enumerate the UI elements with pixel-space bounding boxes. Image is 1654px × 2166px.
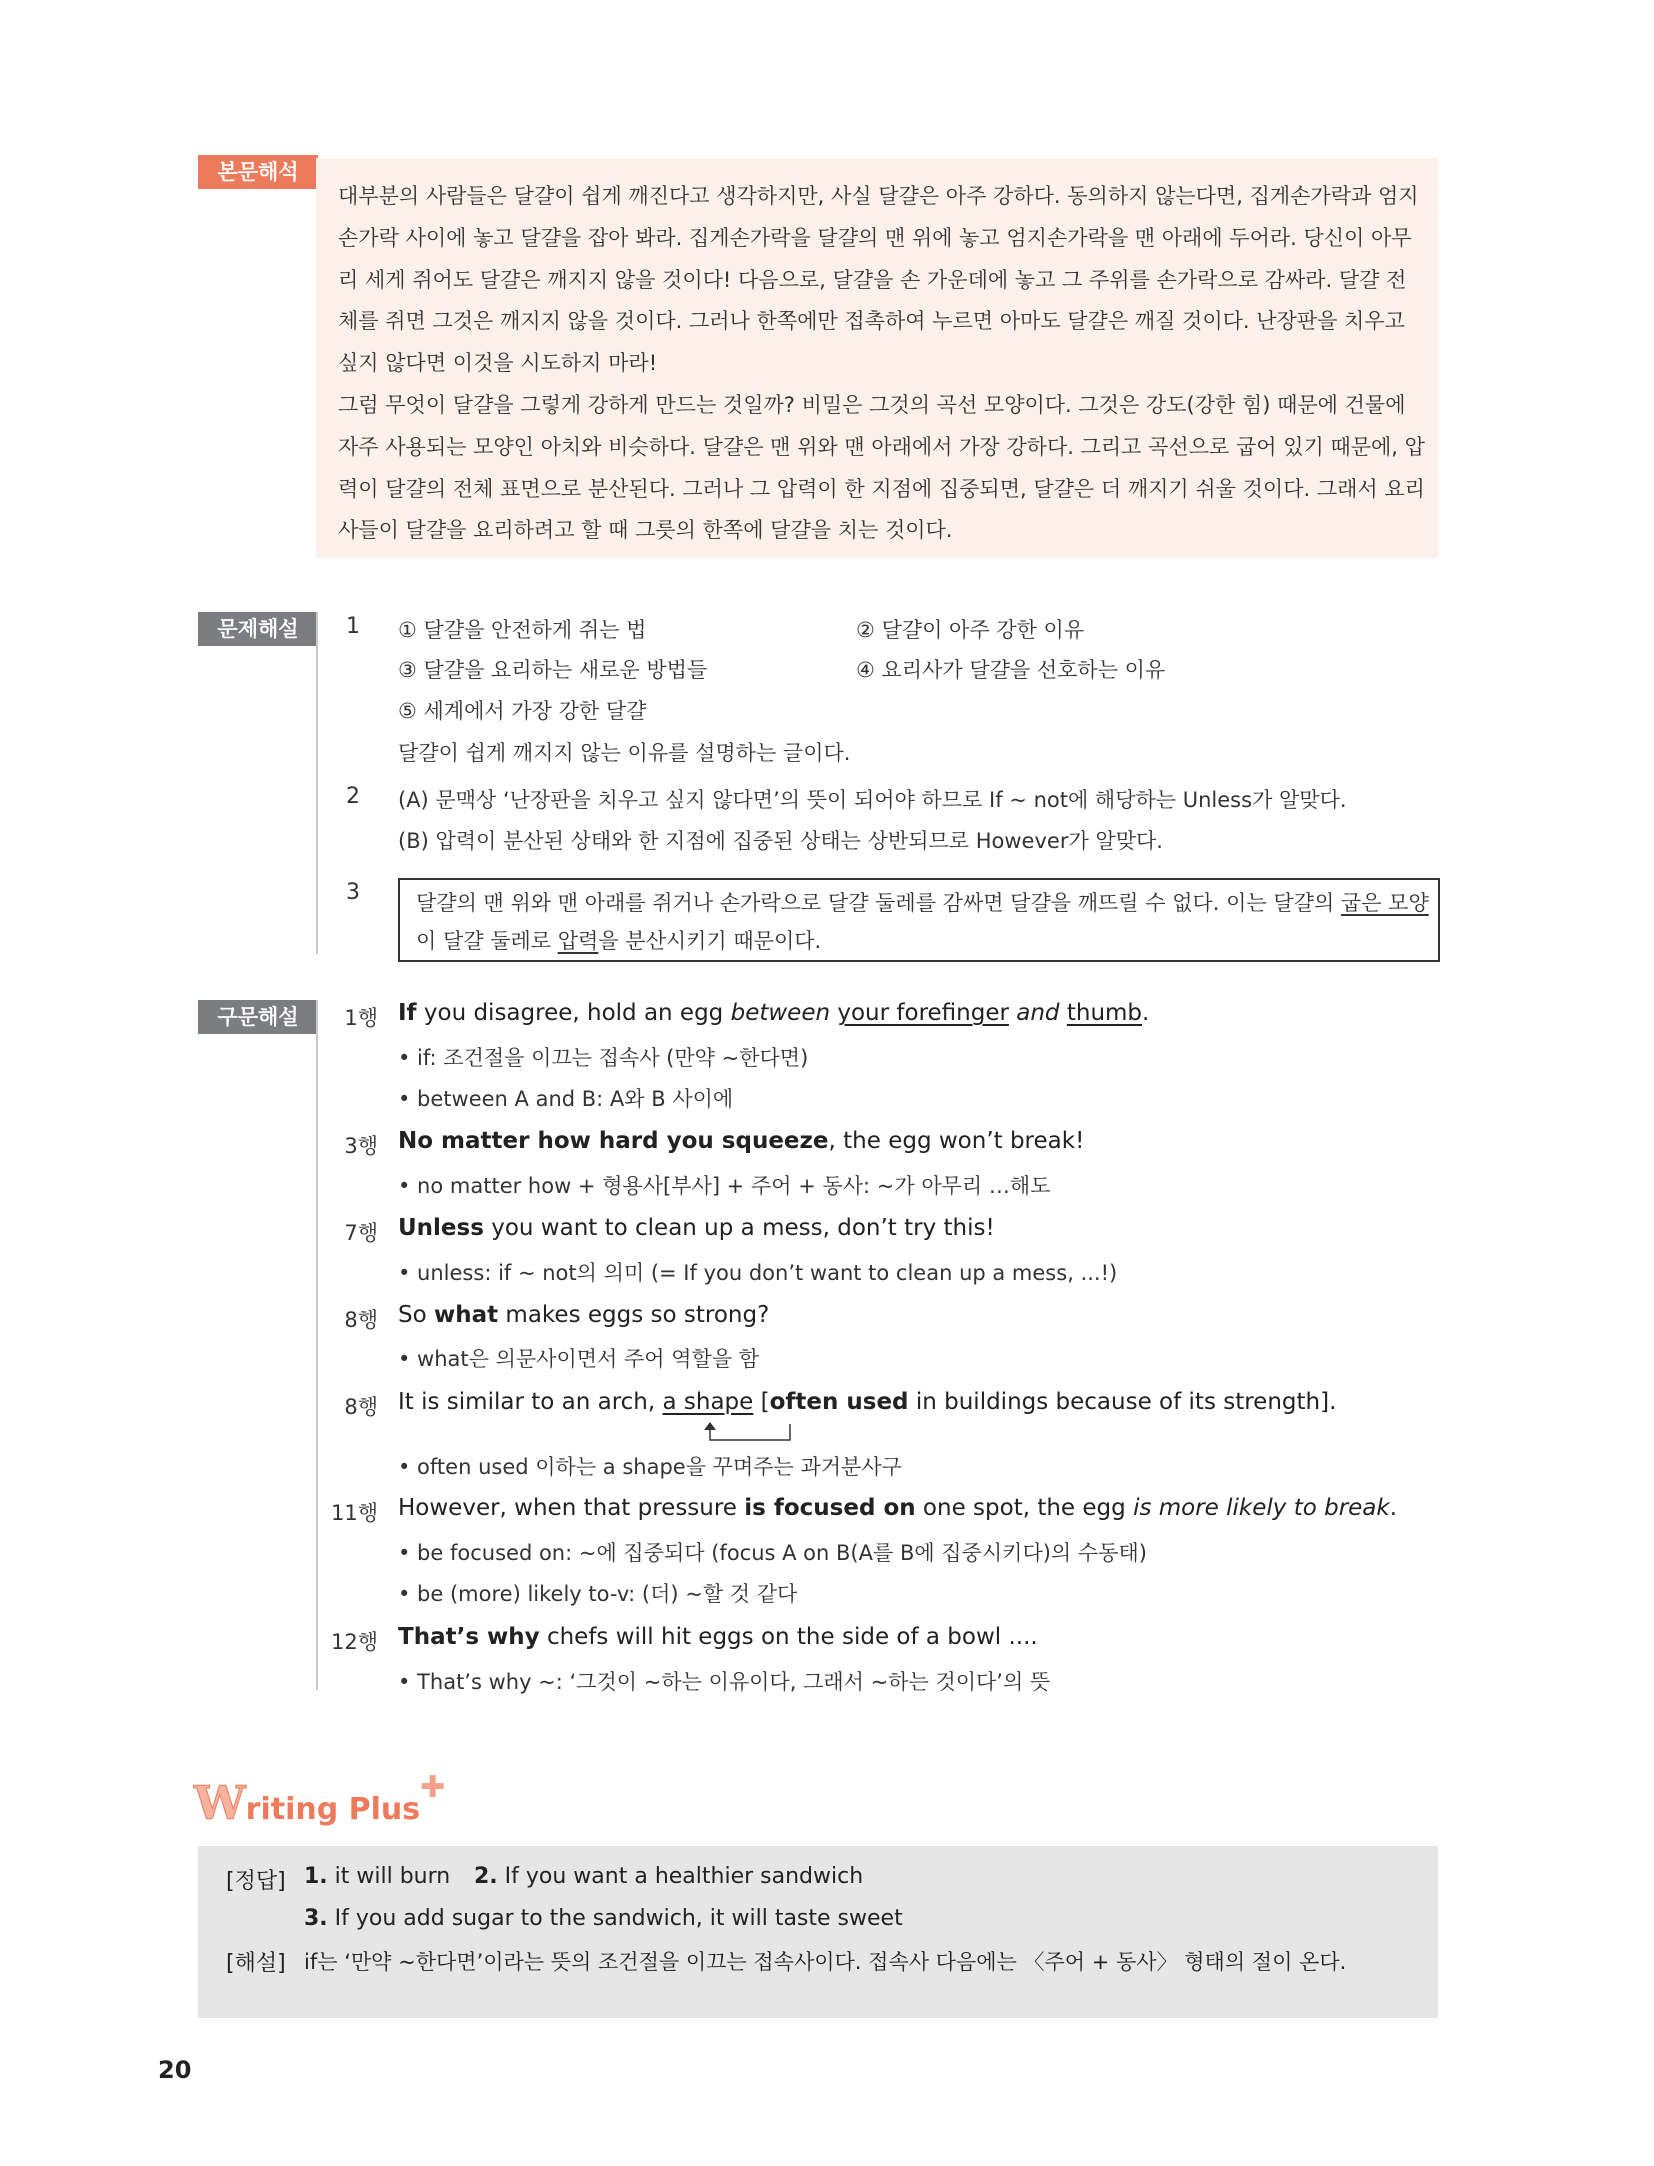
sentence-text: . [1389, 1495, 1398, 1521]
bold-text: If [398, 1000, 417, 1026]
answer-text: it will burn [327, 1864, 451, 1889]
q3-answer-box [398, 878, 1440, 962]
answer-number: 3. [304, 1906, 328, 1931]
bold-text: what [433, 1302, 499, 1328]
grammar-note: • what은 의문사이면서 주어 역할을 함 [398, 1347, 760, 1371]
q1-option: ② 달걀이 아주 강한 이유 [856, 618, 1085, 642]
translation-line: 리 세게 쥐어도 달걀은 깨지지 않을 것이다! 다음으로, 달걀을 손 가운데에 놓고 그 주위를 손가락으로 감싸라. 달걀 전 [338, 267, 1407, 292]
q3-underlined: 압력 [557, 929, 599, 953]
bold-text: That’s why [398, 1624, 540, 1650]
grammar-note: • unless: if ~ not의 의미 (= If you don’t want to clean up a mess, ...!) [398, 1261, 1118, 1285]
translation-line: 체를 쥐면 그것은 깨지지 않을 것이다. 그러나 한쪽에만 접촉하여 누르면 아마도 달걀은 깨질 것이다. 난장판을 치우고 [338, 309, 1405, 334]
sentence-text: It is similar to an arch, [398, 1389, 663, 1415]
translation-box [316, 158, 1438, 558]
answer-label: [정답] [226, 1869, 286, 1894]
sentence-text: , the egg won’t break! [828, 1128, 1085, 1154]
q3-answer-line [416, 922, 1422, 960]
example-sentence [398, 1389, 1336, 1415]
translation-line: 자주 사용되는 모양인 아치와 비슷하다. 달걀은 맨 위와 맨 아래에서 가장 강하다. 그리고 곡선으로 굽어 있기 때문에, 압 [338, 434, 1425, 459]
sentence-text: So [398, 1302, 434, 1328]
answer-number: 1. [304, 1864, 328, 1889]
bold-text: is focused on [744, 1495, 916, 1521]
question-number: 2 [346, 784, 360, 809]
sentence-text: in buildings because of its strength]. [908, 1389, 1337, 1415]
italic-text: is more likely to break [1133, 1495, 1390, 1521]
sentence-text: [ [753, 1389, 770, 1415]
answer-text: If you add sugar to the sandwich, it will taste sweet [327, 1906, 903, 1931]
underlined-text: a shape [662, 1389, 754, 1415]
syntax-tag: 구문해설 [198, 1000, 318, 1034]
sentence-text: . [1142, 1000, 1150, 1026]
q2-explanation-b: (B) 압력이 분산된 상태와 한 지점에 집중된 상태는 상반되므로 However가 알맞다. [398, 829, 1163, 853]
example-sentence [398, 1302, 769, 1328]
sentence-text: you want to clean up a mess, don’t try this! [483, 1215, 995, 1241]
page-number: 20 [158, 2056, 192, 2084]
q1-option: ④ 요리사가 달걀을 선호하는 이유 [856, 658, 1166, 682]
grammar-note: • if: 조건절을 이끄는 접속사 (만약 ~한다면) [398, 1046, 809, 1070]
sentence-text: you disagree, hold an egg [416, 1000, 731, 1026]
explain-text: if는 ‘만약 ~한다면’이라는 뜻의 조건절을 이끄는 접속사이다. 접속사 다음에는 〈주어 + 동사〉 형태의 절이 온다. [304, 1950, 1347, 1974]
translation-tag: 본문해석 [198, 155, 318, 189]
bold-text: No matter how hard you squeeze [398, 1128, 829, 1154]
q3-text: 을 분산시키기 때문이다. [598, 929, 822, 953]
italic-text: and [1016, 1000, 1060, 1026]
underlined-text: your forefinger [837, 1000, 1009, 1026]
explain-label: [해설] [226, 1951, 286, 1976]
sentence-text: one spot, the egg [915, 1495, 1134, 1521]
answer-number: 2. [474, 1864, 498, 1889]
plus-icon: ✚ [420, 1770, 446, 1805]
answer-text: If you want a healthier sandwich [497, 1864, 864, 1889]
logo-text: riting Plus [245, 1792, 421, 1827]
line-reference: 7행 [344, 1221, 378, 1245]
line-reference: 11행 [330, 1501, 378, 1525]
answer-item [304, 1906, 903, 1931]
grammar-note: • be focused on: ~에 집중되다 (focus A on B(A를 B에 집중시키다)의 수동태) [398, 1541, 1147, 1565]
grammar-note: • no matter how + 형용사[부사] + 주어 + 동사: ~가 아무리 …해도 [398, 1174, 1051, 1198]
q3-text: 이 달걀 둘레로 [416, 929, 558, 953]
translation-line: 대부분의 사람들은 달걀이 쉽게 깨진다고 생각하지만, 사실 달걀은 아주 강하다. 동의하지 않는다면, 집게손가락과 엄지 [338, 184, 1419, 208]
question-number: 3 [346, 880, 360, 905]
sentence-text: makes eggs so strong? [498, 1302, 770, 1328]
q3-text: 달걀의 맨 위와 맨 아래를 쥐거나 손가락으로 달걀 둘레를 감싸면 달걀을 깨뜨릴 수 없다. 이는 달걀의 [416, 891, 1341, 915]
line-reference: 8행 [344, 1308, 378, 1332]
line-reference: 8행 [344, 1395, 378, 1419]
translation-line: 싶지 않다면 이것을 시도하지 마라! [338, 351, 658, 376]
q2-explanation-a: (A) 문맥상 ‘난장판을 치우고 싶지 않다면’의 뜻이 되어야 하므로 If ~ not에 해당하는 Unless가 알맞다. [398, 788, 1347, 812]
grammar-note: • often used 이하는 a shape을 꾸며주는 과거분사구 [398, 1455, 902, 1479]
example-sentence [398, 1128, 1084, 1154]
grammar-note: • be (more) likely to-v: (더) ~할 것 같다 [398, 1582, 798, 1606]
answer-item [474, 1864, 863, 1889]
answer-item [304, 1864, 450, 1889]
sentence-text: However, when that pressure [398, 1495, 745, 1521]
bold-text: often used [769, 1389, 909, 1415]
q1-option: ① 달걀을 안전하게 쥐는 법 [398, 618, 647, 642]
syntax-divider [316, 1000, 318, 1690]
grammar-note: • between A and B: A와 B 사이에 [398, 1087, 734, 1111]
answers-tag: 문제해설 [198, 612, 318, 646]
answers-divider [316, 612, 318, 954]
line-reference: 3행 [344, 1134, 378, 1158]
line-reference: 12행 [330, 1630, 378, 1654]
example-sentence [398, 1495, 1397, 1521]
italic-text: between [730, 1000, 831, 1026]
underlined-text: thumb [1066, 1000, 1143, 1026]
translation-line: 그럼 무엇이 달걀을 그렇게 강하게 만드는 것일까? 비밀은 그것의 곡선 모양이다. 그것은 강도(강한 힘) 때문에 건물에 [338, 392, 1406, 417]
line-reference: 1행 [344, 1006, 378, 1030]
translation-line: 사들이 달걀을 요리하려고 할 때 그릇의 한쪽에 달걀을 치는 것이다. [338, 518, 953, 543]
translation-line: 력이 달걀의 전체 표면으로 분산된다. 그러나 그 압력이 한 지점에 집중되면, 달걀은 더 깨지기 쉬울 것이다. 그래서 요리 [338, 476, 1425, 501]
sentence-text: chefs will hit eggs on the side of a bowl .... [539, 1624, 1038, 1650]
modifier-arrow-icon [680, 1420, 800, 1444]
sentence-text [1060, 1000, 1067, 1026]
example-sentence [398, 1000, 1149, 1026]
q3-underlined: 굽은 모양 [1340, 891, 1429, 915]
translation-line: 손가락 사이에 놓고 달걀을 잡아 봐라. 집게손가락을 달걀의 맨 위에 놓고 엄지손가락을 맨 아래에 두어라. 당신이 아무 [338, 225, 1412, 250]
example-sentence [398, 1215, 995, 1241]
bold-text: Unless [398, 1215, 484, 1241]
writing-plus-logo [194, 1770, 446, 1830]
q1-explanation: 달걀이 쉽게 깨지지 않는 이유를 설명하는 글이다. [398, 741, 851, 765]
question-number: 1 [346, 614, 360, 639]
q3-answer-line [416, 884, 1429, 922]
q1-option: ③ 달걀을 요리하는 새로운 방법들 [398, 658, 708, 682]
example-sentence [398, 1624, 1038, 1650]
grammar-note: • That’s why ~: ‘그것이 ~하는 이유이다, 그래서 ~하는 것이다’의 뜻 [398, 1670, 1051, 1694]
q1-option: ⑤ 세계에서 가장 강한 달걀 [398, 699, 647, 723]
logo-initial: W [194, 1776, 246, 1830]
